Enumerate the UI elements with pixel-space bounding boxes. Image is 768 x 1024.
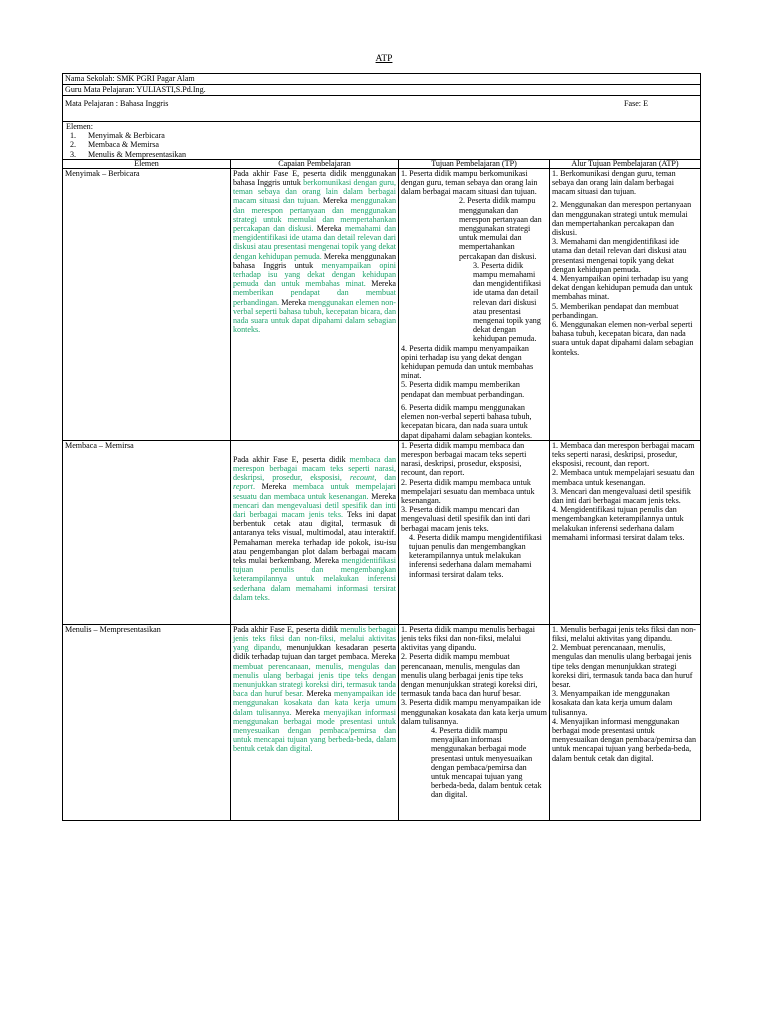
list-item: 4. Peserta didik mampu menyajikan informasi menggunakan berbagai mode presentasi untuk menyesuaikan dengan pembaca/pemirsa dan untuk mencapai tujuan yang berbeda-beda, dalam bentuk cetak dan digital.	[431, 725, 542, 800]
atp-table	[62, 73, 701, 821]
list-item: 1. Peserta didik mampu menulis berbagai jenis teks fiksi dan non-fiksi, melalui aktivitas yang dipandu.	[401, 624, 535, 653]
list-item: 4. Peserta didik mampu menyampaikan opini terhadap isu yang dekat dengan kehidupan pemuda dan untuk membahas minat.	[401, 343, 534, 381]
list-item: 4. Menyajikan informasi menggunakan berbagai mode presentasi untuk menyesuaikan dengan pembaca/pemirsa dan untuk mencapai tujuan yang berbeda-beda, dalam bentuk cetak dan digital.	[552, 716, 697, 763]
list-item: 3. Peserta didik mampu mencari dan mengevaluasi detil spesifik dan inti dari berbagai macam jenis teks.	[401, 505, 531, 533]
list-item: 5. Memberikan pendapat dan membuat perbandingan.	[552, 301, 679, 320]
list-item: 2. Peserta didik mampu menggunakan dan merespon pertanyaan dan menggunakan strategi untuk memulai dan mempertahankan percakapan dan diskusi.	[459, 196, 542, 261]
list-item: 1. Berkomunikasi dengan guru, teman sebaya dan orang lain dalam berbagai macam situasi dan tujuan.	[552, 168, 676, 197]
elemen-cell: Menulis – Mempresentasikan	[63, 624, 231, 820]
list-item: 6. Menggunakan elemen non-verbal seperti bahasa tubuh, kecepatan bicara, dan nada suara untuk dapat dipahami dalam sebagian konteks.	[552, 320, 694, 357]
list-item: 4. Menyampaikan opini terhadap isu yang dekat dengan kehidupan pemuda dan untuk membahas minat.	[552, 274, 693, 302]
school-name: Nama Sekolah: SMK PGRI Pagar Alam	[63, 74, 701, 85]
list-item: 3. Mencari dan mengevaluasi detil spesifik dan inti dari berbagai macam jenis teks.	[552, 486, 691, 505]
elemen-cell: Menyimak – Berbicara	[63, 168, 231, 440]
tp-cell	[399, 168, 550, 440]
list-item: 3. Peserta didik mampu menyampaikan ide menggunakan kosakata dan kata kerja umum dalam tulisannya.	[401, 698, 547, 726]
cp-cell: Pada akhir Fase E, peserta didik menggunakan bahasa Inggris untuk berkomunikasi dengan guru, teman sebaya dan orang lain dalam berbagai macam situasi dan tujuan. Mereka menggunakan dan merespon pertanyaan dan menggunakan strategi untuk memulai dan mempertahankan percakapan dan diskusi. Mereka memahami dan mengidentifikasi ide utama dan detail relevan dari diskusi atau presentasi mengenai topik yang dekat dengan kehidupan pemuda. Mereka menggunakan bahasa Inggris untuk menyampaikan opini terhadap isu yang dekat dengan kehidupan pemuda dan untuk membahas minat. Mereka memberikan pendapat dan membuat perbandingan. Mereka menggunakan elemen non-verbal seperti bahasa tubuh, kecepatan bicara, dan nada suara untuk dapat dipahami dalam sebagian konteks.	[231, 168, 399, 440]
elemen-list-item: 3. Menulis & Mempresentasikan	[70, 149, 187, 159]
elemen-intro-label: Elemen:	[66, 122, 93, 131]
table-row	[63, 624, 701, 820]
document-title: ATP	[375, 54, 393, 64]
list-item: 6. Peserta didik mampu menggunakan elemen non-verbal seperti bahasa tubuh, kecepatan bicara, dan nada suara untuk dapat dipahami dalam sebagian konteks.	[401, 402, 533, 440]
table-row	[63, 168, 701, 440]
list-item: 2. Peserta didik mampu membaca untuk mempelajari sesuatu dan membaca untuk kesenangan.	[401, 477, 535, 505]
list-item: 1. Menulis berbagai jenis teks fiksi dan non-fiksi, melalui aktivitas yang dipandu.	[552, 624, 696, 643]
elemen-list-item: 2. Membaca & Memirsa	[70, 140, 160, 150]
list-item: 1. Membaca dan merespon berbagai macam teks seperti narasi, deskripsi, prosedur, eksposisi, recount, dan report.	[552, 440, 695, 469]
column-header-atp: Alur Tujuan Pembelajaran (ATP)	[550, 159, 701, 168]
column-header-cp: Capaian Pembelajaran	[231, 159, 399, 168]
list-item: 1. Peserta didik mampu berkomunikasi dengan guru, teman sebaya dan orang lain dalam berbagai macam situasi dan tujuan.	[401, 168, 538, 197]
list-item: 2. Menggunakan dan merespon pertanyaan dan menggunakan strategi untuk memulai dan mempertahankan percakapan dan diskusi.	[552, 200, 692, 238]
tp-cell	[399, 440, 550, 624]
column-header-elemen: Elemen	[63, 159, 231, 168]
elemen-list	[66, 131, 698, 159]
subject-row	[63, 96, 701, 122]
column-header-row	[63, 159, 701, 168]
elemen-cell: Membaca – Memirsa	[63, 440, 231, 624]
list-item: 2. Peserta didik mampu membuat perencanaan, menulis, mengulas dan menulis ulang berbagai jenis tipe teks dengan menunjukkan strategi koreksi diri, termasuk tanda baca dan huruf besar.	[401, 652, 538, 699]
column-header-tp: Tujuan Pembelajaran (TP)	[399, 159, 550, 168]
subject-label: Mata Pelajaran : Bahasa Inggris	[65, 99, 169, 108]
atp-cell	[550, 168, 701, 440]
list-item: 5. Peserta didik mampu memberikan pendapat dan membuat perbandingan.	[401, 380, 525, 399]
cp-cell: Pada akhir Fase E, peserta didik menulis berbagai jenis teks fiksi dan non-fiksi, melalui aktivitas yang dipandu, menunjukkan kesadaran peserta didik terhadap tujuan dan target pembaca. Mereka membuat perencanaan, menulis, mengulas dan menulis ulang berbagai jenis tipe teks dengan menunjukkan strategi koreksi diri, termasuk tanda baca dan huruf besar. Mereka menyampaikan ide menggunakan kosakata dan kata kerja umum dalam tulisannya. Mereka menyajikan informasi menggunakan berbagai mode presentasi untuk menyesuaikan dengan pembaca/pemirsa dan untuk mencapai tujuan yang berbeda-beda, dalam bentuk cetak dan digital.	[231, 624, 399, 820]
list-item: 3. Menyampaikan ide menggunakan kosakata dan kata kerja umum dalam tulisannya.	[552, 689, 673, 717]
tp-cell	[399, 624, 550, 820]
phase-label: Fase: E	[623, 99, 649, 108]
elemen-list-item: 1. Menyimak & Berbicara	[70, 131, 165, 141]
list-item: 2. Membuat perencanaan, menulis, mengulas dan menulis ulang berbagai jenis tipe teks dengan menunjukkan strategi koreksi diri, termasuk tanda baca dan huruf besar.	[552, 643, 693, 689]
cp-cell: Pada akhir Fase E, peserta didik membaca dan merespon berbagai macam teks seperti narasi, deskripsi, prosedur, eksposisi, recount, dan report. Mereka membaca untuk mempelajari sesuatu dan membaca untuk kesenangan. Mereka mencari dan mengevaluasi detil spesifik dan inti dari berbagai macam jenis teks. Teks ini dapat berbentuk cetak atau digital, termasuk di antaranya teks visual, multimodal, atau interaktif. Pemahaman mereka terhadap ide pokok, isu-isu atau pengembangan plot dalam berbagai macam teks mulai berkembang. Mereka mengidentifikasi tujuan penulis dan mengembangkan keterampilannya untuk melakukan inferensi sederhana dalam memahami informasi tersirat dalam teks.	[231, 440, 399, 624]
list-item: 3. Memahami dan mengidentifikasi ide utama dan detail relevan dari diskusi atau presentasi mengenai topik yang dekat dengan kehidupan pemuda.	[552, 237, 687, 274]
list-item: 3. Peserta didik mampu memahami dan mengidentifikasi ide utama dan detail relevan dari diskusi atau presentasi mengenai topik yang dekat dengan kehidupan pemuda.	[473, 260, 542, 344]
atp-cell	[550, 440, 701, 624]
teacher-name: Guru Mata Pelajaran: YULIASTI,S.Pd.Ing.	[63, 85, 701, 96]
list-item: 2. Membaca untuk mempelajari sesuatu dan membaca untuk kesenangan.	[552, 468, 695, 487]
table-row	[63, 440, 701, 624]
list-item: 4. Mengidentifikasi tujuan penulis dan mengembangkan keterampilannya untuk melakukan inferensi sederhana dalam memahami informasi tersirat dalam teks.	[552, 505, 685, 542]
list-item: 1. Peserta didik mampu membaca dan merespon berbagai macam teks seperti narasi, deskripsi, prosedur, eksposisi, recount, dan report.	[401, 440, 527, 478]
elemen-intro	[63, 122, 701, 160]
atp-cell	[550, 624, 701, 820]
list-item: 4. Peserta didik mampu mengidentifikasi tujuan penulis dan mengembangkan keterampilannya untuk melakukan inferensi sederhana dalam memahami informasi tersirat dalam teks.	[409, 532, 542, 579]
